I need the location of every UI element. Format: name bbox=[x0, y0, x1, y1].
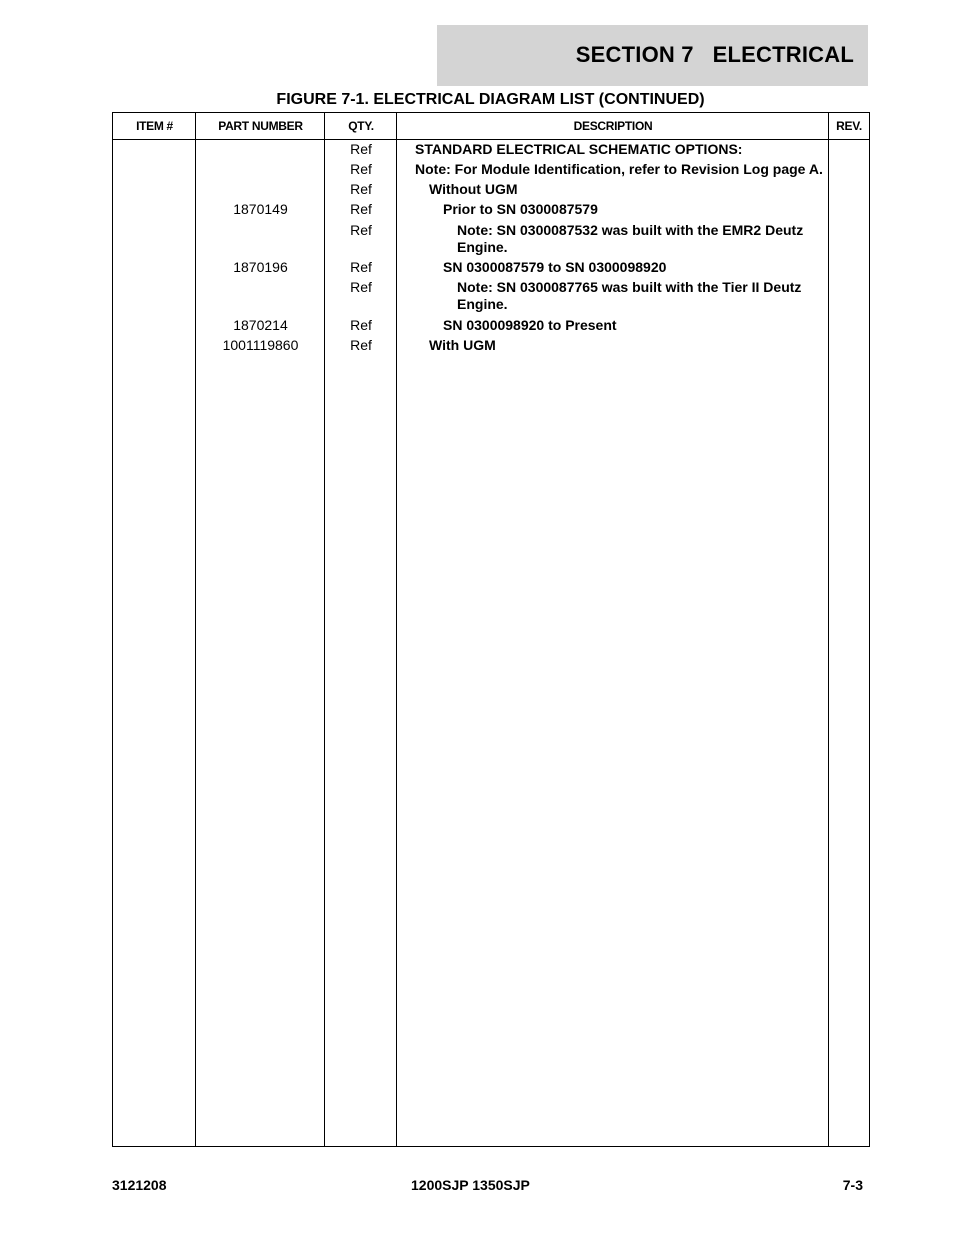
part-number-cell: 1870196 bbox=[233, 259, 288, 275]
footer-page-number: 7-3 bbox=[842, 1177, 863, 1193]
footer-doc-number: 3121208 bbox=[112, 1177, 167, 1193]
section-header bbox=[437, 25, 868, 86]
parts-table bbox=[112, 112, 870, 1147]
qty-cell: Ref bbox=[350, 317, 372, 333]
qty-cell: Ref bbox=[350, 141, 372, 157]
description-cell: With UGM bbox=[429, 337, 496, 353]
description-cell: Prior to SN 0300087579 bbox=[443, 201, 598, 217]
part-number-cell: 1870149 bbox=[233, 201, 288, 217]
description-cell: SN 0300098920 to Present bbox=[443, 317, 617, 333]
description-cell: Note: For Module Identification, refer to Revision Log page A. bbox=[415, 161, 823, 177]
description-cell: Note: SN 0300087532 was built with the EMR2 Deutz Engine. bbox=[457, 222, 804, 255]
part-number-cell: 1001119860 bbox=[222, 337, 299, 353]
figure-title: FIGURE 7-1. ELECTRICAL DIAGRAM LIST (CONTINUED) bbox=[276, 91, 705, 108]
column-header-qty: QTY. bbox=[348, 119, 374, 133]
qty-cell: Ref bbox=[350, 279, 372, 295]
column-header-part-number: PART NUMBER bbox=[218, 119, 303, 133]
section-title: SECTION 7 ELECTRICAL bbox=[575, 42, 854, 67]
qty-cell: Ref bbox=[350, 181, 372, 197]
qty-cell: Ref bbox=[350, 161, 372, 177]
description-cell: Note: SN 0300087765 was built with the Tier II Deutz Engine. bbox=[457, 279, 802, 312]
description-cell: Without UGM bbox=[429, 181, 518, 197]
column-header-item: ITEM # bbox=[136, 119, 173, 133]
footer-model: 1200SJP 1350SJP bbox=[411, 1177, 530, 1193]
column-header-rev: REV. bbox=[836, 119, 862, 133]
qty-cell: Ref bbox=[350, 337, 372, 353]
part-number-cell: 1870214 bbox=[233, 317, 288, 333]
column-header-description: DESCRIPTION bbox=[573, 119, 653, 133]
description-cell: STANDARD ELECTRICAL SCHEMATIC OPTIONS: bbox=[415, 141, 743, 157]
qty-cell: Ref bbox=[350, 201, 372, 217]
qty-cell: Ref bbox=[350, 259, 372, 275]
qty-cell: Ref bbox=[350, 222, 372, 238]
header-divider bbox=[113, 139, 869, 140]
description-cell: SN 0300087579 to SN 0300098920 bbox=[443, 259, 667, 275]
